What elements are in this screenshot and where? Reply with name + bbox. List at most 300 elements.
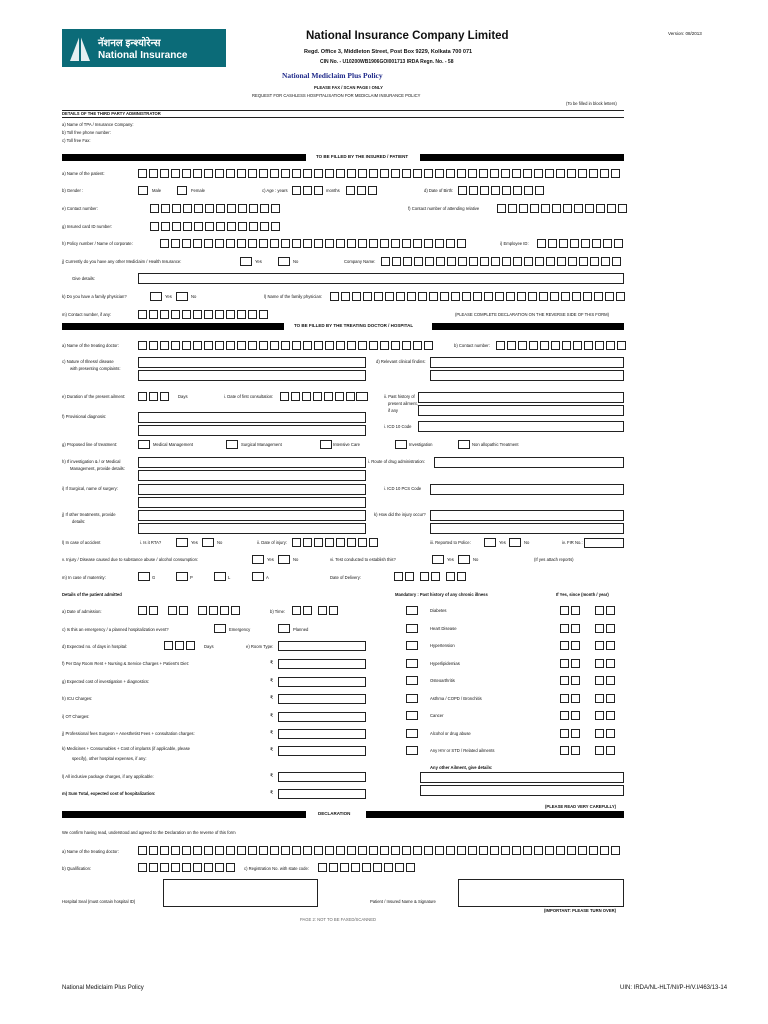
intensive-care-checkbox[interactable] bbox=[320, 440, 332, 449]
char-cell[interactable] bbox=[594, 292, 603, 301]
char-cell[interactable] bbox=[303, 606, 312, 615]
char-cell[interactable] bbox=[595, 746, 604, 755]
char-cell[interactable] bbox=[560, 746, 569, 755]
age-months-cells[interactable] bbox=[346, 186, 377, 195]
char-cell[interactable] bbox=[583, 292, 592, 301]
char-cell[interactable] bbox=[578, 169, 587, 178]
char-cell[interactable] bbox=[395, 863, 404, 872]
admission-date-cells[interactable] bbox=[168, 606, 188, 615]
char-cell[interactable] bbox=[172, 204, 181, 213]
char-cell[interactable] bbox=[160, 392, 169, 401]
char-cell[interactable] bbox=[396, 292, 405, 301]
char-cell[interactable] bbox=[292, 239, 301, 248]
char-cell[interactable] bbox=[220, 606, 229, 615]
char-cell[interactable] bbox=[541, 204, 550, 213]
icd10-field[interactable] bbox=[418, 421, 624, 432]
char-cell[interactable] bbox=[535, 186, 544, 195]
char-cell[interactable] bbox=[559, 239, 568, 248]
char-cell[interactable] bbox=[227, 222, 236, 231]
char-cell[interactable] bbox=[457, 169, 466, 178]
char-cell[interactable] bbox=[149, 310, 158, 319]
char-cell[interactable] bbox=[539, 292, 548, 301]
char-cell[interactable] bbox=[352, 292, 361, 301]
char-cell[interactable] bbox=[215, 341, 224, 350]
char-cell[interactable] bbox=[347, 538, 356, 547]
char-cell[interactable] bbox=[458, 186, 467, 195]
char-cell[interactable] bbox=[281, 239, 290, 248]
char-cell[interactable] bbox=[546, 257, 555, 266]
cost-field[interactable] bbox=[278, 712, 366, 722]
char-cell[interactable] bbox=[160, 863, 169, 872]
since-cells[interactable] bbox=[560, 729, 580, 738]
char-cell[interactable] bbox=[501, 846, 510, 855]
char-cell[interactable] bbox=[614, 239, 623, 248]
clinical-findings-2[interactable] bbox=[430, 370, 624, 381]
char-cell[interactable] bbox=[182, 239, 191, 248]
char-cell[interactable] bbox=[496, 341, 505, 350]
illness-checkbox[interactable] bbox=[406, 641, 418, 650]
char-cell[interactable] bbox=[436, 257, 445, 266]
char-cell[interactable] bbox=[425, 257, 434, 266]
char-cell[interactable] bbox=[381, 257, 390, 266]
hospital-seal-box[interactable] bbox=[163, 879, 318, 907]
char-cell[interactable] bbox=[347, 846, 356, 855]
employee-id-cells[interactable] bbox=[537, 239, 623, 248]
char-cell[interactable] bbox=[270, 239, 279, 248]
cost-field[interactable] bbox=[278, 677, 366, 687]
since-cells[interactable] bbox=[595, 606, 615, 615]
char-cell[interactable] bbox=[567, 169, 576, 178]
char-cell[interactable] bbox=[579, 257, 588, 266]
other-ailment-field-1[interactable] bbox=[420, 772, 624, 783]
char-cell[interactable] bbox=[574, 204, 583, 213]
char-cell[interactable] bbox=[606, 606, 615, 615]
room-type-field[interactable] bbox=[278, 641, 366, 651]
char-cell[interactable] bbox=[606, 659, 615, 668]
other-ailment-field-2[interactable] bbox=[420, 785, 624, 796]
char-cell[interactable] bbox=[231, 606, 240, 615]
char-cell[interactable] bbox=[216, 204, 225, 213]
maternity-l[interactable] bbox=[214, 572, 226, 581]
delivery-date-cells[interactable] bbox=[394, 572, 414, 581]
char-cell[interactable] bbox=[318, 863, 327, 872]
char-cell[interactable] bbox=[168, 606, 177, 615]
char-cell[interactable] bbox=[457, 572, 466, 581]
char-cell[interactable] bbox=[571, 659, 580, 668]
char-cell[interactable] bbox=[556, 846, 565, 855]
char-cell[interactable] bbox=[405, 572, 414, 581]
maternity-a[interactable] bbox=[252, 572, 264, 581]
char-cell[interactable] bbox=[161, 222, 170, 231]
past-history-field-2[interactable] bbox=[418, 405, 624, 416]
char-cell[interactable] bbox=[150, 204, 159, 213]
char-cell[interactable] bbox=[226, 846, 235, 855]
fir-field[interactable] bbox=[584, 538, 624, 548]
char-cell[interactable] bbox=[402, 341, 411, 350]
char-cell[interactable] bbox=[560, 624, 569, 633]
registration-cells[interactable] bbox=[318, 863, 415, 872]
char-cell[interactable] bbox=[540, 341, 549, 350]
char-cell[interactable] bbox=[271, 222, 280, 231]
char-cell[interactable] bbox=[530, 204, 539, 213]
char-cell[interactable] bbox=[595, 606, 604, 615]
char-cell[interactable] bbox=[420, 572, 429, 581]
char-cell[interactable] bbox=[606, 729, 615, 738]
char-cell[interactable] bbox=[249, 222, 258, 231]
char-cell[interactable] bbox=[171, 310, 180, 319]
char-cell[interactable] bbox=[226, 239, 235, 248]
emergency-checkbox[interactable] bbox=[214, 624, 226, 633]
char-cell[interactable] bbox=[523, 846, 532, 855]
family-physician-no[interactable] bbox=[176, 292, 188, 301]
char-cell[interactable] bbox=[259, 846, 268, 855]
char-cell[interactable] bbox=[215, 846, 224, 855]
decl-doctor-cells[interactable] bbox=[138, 846, 620, 855]
investigation-details-field-2[interactable] bbox=[138, 470, 366, 481]
char-cell[interactable] bbox=[573, 341, 582, 350]
char-cell[interactable] bbox=[468, 846, 477, 855]
char-cell[interactable] bbox=[513, 257, 522, 266]
char-cell[interactable] bbox=[314, 341, 323, 350]
other-treatments-field-1[interactable] bbox=[138, 510, 366, 521]
surgery-name-field-2[interactable] bbox=[138, 497, 366, 508]
char-cell[interactable] bbox=[216, 222, 225, 231]
illness-checkbox[interactable] bbox=[406, 659, 418, 668]
char-cell[interactable] bbox=[248, 239, 257, 248]
char-cell[interactable] bbox=[171, 239, 180, 248]
char-cell[interactable] bbox=[402, 239, 411, 248]
char-cell[interactable] bbox=[537, 239, 546, 248]
char-cell[interactable] bbox=[484, 292, 493, 301]
dob-cells[interactable] bbox=[458, 186, 544, 195]
char-cell[interactable] bbox=[391, 169, 400, 178]
illness-checkbox[interactable] bbox=[406, 746, 418, 755]
char-cell[interactable] bbox=[149, 606, 158, 615]
since-cells[interactable] bbox=[560, 711, 580, 720]
char-cell[interactable] bbox=[519, 204, 528, 213]
char-cell[interactable] bbox=[469, 186, 478, 195]
char-cell[interactable] bbox=[595, 676, 604, 685]
char-cell[interactable] bbox=[545, 169, 554, 178]
char-cell[interactable] bbox=[560, 641, 569, 650]
char-cell[interactable] bbox=[260, 222, 269, 231]
char-cell[interactable] bbox=[431, 572, 440, 581]
char-cell[interactable] bbox=[303, 186, 312, 195]
char-cell[interactable] bbox=[291, 392, 300, 401]
date-of-injury-cells[interactable] bbox=[292, 538, 378, 547]
char-cell[interactable] bbox=[325, 538, 334, 547]
char-cell[interactable] bbox=[303, 341, 312, 350]
char-cell[interactable] bbox=[248, 341, 257, 350]
char-cell[interactable] bbox=[391, 239, 400, 248]
char-cell[interactable] bbox=[595, 624, 604, 633]
signature-box[interactable] bbox=[458, 879, 624, 907]
char-cell[interactable] bbox=[325, 846, 334, 855]
char-cell[interactable] bbox=[590, 257, 599, 266]
char-cell[interactable] bbox=[501, 169, 510, 178]
char-cell[interactable] bbox=[413, 169, 422, 178]
duration-cells[interactable] bbox=[138, 392, 169, 401]
char-cell[interactable] bbox=[550, 292, 559, 301]
maternity-g[interactable] bbox=[138, 572, 150, 581]
char-cell[interactable] bbox=[318, 606, 327, 615]
char-cell[interactable] bbox=[215, 310, 224, 319]
char-cell[interactable] bbox=[347, 169, 356, 178]
char-cell[interactable] bbox=[581, 239, 590, 248]
char-cell[interactable] bbox=[325, 169, 334, 178]
char-cell[interactable] bbox=[325, 239, 334, 248]
illness-checkbox[interactable] bbox=[406, 624, 418, 633]
char-cell[interactable] bbox=[480, 186, 489, 195]
char-cell[interactable] bbox=[424, 239, 433, 248]
char-cell[interactable] bbox=[552, 204, 561, 213]
doctor-contact-cells[interactable] bbox=[496, 341, 626, 350]
rta-yes[interactable] bbox=[176, 538, 188, 547]
char-cell[interactable] bbox=[260, 204, 269, 213]
surgery-name-field-1[interactable] bbox=[138, 484, 366, 495]
char-cell[interactable] bbox=[479, 846, 488, 855]
char-cell[interactable] bbox=[341, 292, 350, 301]
surgical-mgmt-checkbox[interactable] bbox=[226, 440, 238, 449]
char-cell[interactable] bbox=[226, 310, 235, 319]
char-cell[interactable] bbox=[406, 863, 415, 872]
char-cell[interactable] bbox=[204, 310, 213, 319]
cost-field[interactable] bbox=[278, 789, 366, 799]
char-cell[interactable] bbox=[183, 204, 192, 213]
char-cell[interactable] bbox=[238, 204, 247, 213]
char-cell[interactable] bbox=[508, 204, 517, 213]
char-cell[interactable] bbox=[160, 310, 169, 319]
char-cell[interactable] bbox=[259, 310, 268, 319]
char-cell[interactable] bbox=[560, 711, 569, 720]
char-cell[interactable] bbox=[512, 846, 521, 855]
char-cell[interactable] bbox=[336, 341, 345, 350]
char-cell[interactable] bbox=[138, 846, 147, 855]
since-cells[interactable] bbox=[595, 676, 615, 685]
time-cells[interactable] bbox=[292, 606, 312, 615]
char-cell[interactable] bbox=[513, 186, 522, 195]
char-cell[interactable] bbox=[358, 846, 367, 855]
char-cell[interactable] bbox=[480, 257, 489, 266]
char-cell[interactable] bbox=[161, 204, 170, 213]
char-cell[interactable] bbox=[562, 341, 571, 350]
char-cell[interactable] bbox=[595, 711, 604, 720]
char-cell[interactable] bbox=[358, 538, 367, 547]
char-cell[interactable] bbox=[584, 341, 593, 350]
char-cell[interactable] bbox=[369, 846, 378, 855]
char-cell[interactable] bbox=[479, 169, 488, 178]
char-cell[interactable] bbox=[351, 863, 360, 872]
char-cell[interactable] bbox=[403, 257, 412, 266]
char-cell[interactable] bbox=[179, 606, 188, 615]
contact-if-any-cells[interactable] bbox=[138, 310, 268, 319]
char-cell[interactable] bbox=[171, 169, 180, 178]
char-cell[interactable] bbox=[391, 341, 400, 350]
char-cell[interactable] bbox=[560, 606, 569, 615]
char-cell[interactable] bbox=[138, 310, 147, 319]
char-cell[interactable] bbox=[571, 746, 580, 755]
char-cell[interactable] bbox=[571, 624, 580, 633]
since-cells[interactable] bbox=[560, 746, 580, 755]
char-cell[interactable] bbox=[571, 729, 580, 738]
qualification-cells[interactable] bbox=[138, 863, 235, 872]
char-cell[interactable] bbox=[325, 341, 334, 350]
char-cell[interactable] bbox=[384, 863, 393, 872]
char-cell[interactable] bbox=[182, 341, 191, 350]
give-details-field[interactable] bbox=[138, 273, 624, 284]
char-cell[interactable] bbox=[369, 169, 378, 178]
cost-field[interactable] bbox=[278, 746, 366, 756]
char-cell[interactable] bbox=[524, 257, 533, 266]
char-cell[interactable] bbox=[595, 641, 604, 650]
char-cell[interactable] bbox=[607, 204, 616, 213]
substance-yes[interactable] bbox=[252, 555, 264, 564]
char-cell[interactable] bbox=[392, 257, 401, 266]
char-cell[interactable] bbox=[215, 239, 224, 248]
char-cell[interactable] bbox=[560, 729, 569, 738]
char-cell[interactable] bbox=[330, 292, 339, 301]
relative-contact-cells[interactable] bbox=[497, 204, 627, 213]
char-cell[interactable] bbox=[314, 169, 323, 178]
char-cell[interactable] bbox=[606, 711, 615, 720]
char-cell[interactable] bbox=[606, 341, 615, 350]
char-cell[interactable] bbox=[571, 641, 580, 650]
char-cell[interactable] bbox=[303, 169, 312, 178]
char-cell[interactable] bbox=[314, 846, 323, 855]
cost-field[interactable] bbox=[278, 694, 366, 704]
char-cell[interactable] bbox=[572, 292, 581, 301]
char-cell[interactable] bbox=[589, 169, 598, 178]
char-cell[interactable] bbox=[204, 846, 213, 855]
char-cell[interactable] bbox=[292, 538, 301, 547]
char-cell[interactable] bbox=[497, 204, 506, 213]
char-cell[interactable] bbox=[595, 341, 604, 350]
char-cell[interactable] bbox=[402, 169, 411, 178]
char-cell[interactable] bbox=[314, 538, 323, 547]
char-cell[interactable] bbox=[435, 169, 444, 178]
char-cell[interactable] bbox=[281, 341, 290, 350]
char-cell[interactable] bbox=[249, 204, 258, 213]
char-cell[interactable] bbox=[149, 863, 158, 872]
char-cell[interactable] bbox=[535, 257, 544, 266]
since-cells[interactable] bbox=[595, 624, 615, 633]
char-cell[interactable] bbox=[270, 169, 279, 178]
char-cell[interactable] bbox=[595, 659, 604, 668]
char-cell[interactable] bbox=[183, 222, 192, 231]
char-cell[interactable] bbox=[336, 846, 345, 855]
char-cell[interactable] bbox=[363, 292, 372, 301]
illness-checkbox[interactable] bbox=[406, 606, 418, 615]
char-cell[interactable] bbox=[160, 239, 169, 248]
char-cell[interactable] bbox=[171, 863, 180, 872]
char-cell[interactable] bbox=[175, 641, 184, 650]
female-checkbox[interactable] bbox=[177, 186, 187, 195]
char-cell[interactable] bbox=[237, 341, 246, 350]
char-cell[interactable] bbox=[204, 169, 213, 178]
char-cell[interactable] bbox=[506, 292, 515, 301]
since-cells[interactable] bbox=[595, 746, 615, 755]
char-cell[interactable] bbox=[164, 641, 173, 650]
char-cell[interactable] bbox=[238, 222, 247, 231]
char-cell[interactable] bbox=[292, 186, 301, 195]
char-cell[interactable] bbox=[551, 341, 560, 350]
char-cell[interactable] bbox=[160, 846, 169, 855]
char-cell[interactable] bbox=[563, 204, 572, 213]
char-cell[interactable] bbox=[512, 169, 521, 178]
other-insurance-yes[interactable] bbox=[240, 257, 252, 266]
char-cell[interactable] bbox=[313, 392, 322, 401]
char-cell[interactable] bbox=[603, 239, 612, 248]
char-cell[interactable] bbox=[172, 222, 181, 231]
char-cell[interactable] bbox=[281, 169, 290, 178]
char-cell[interactable] bbox=[209, 606, 218, 615]
char-cell[interactable] bbox=[292, 169, 301, 178]
char-cell[interactable] bbox=[336, 169, 345, 178]
char-cell[interactable] bbox=[413, 846, 422, 855]
char-cell[interactable] bbox=[570, 239, 579, 248]
char-cell[interactable] bbox=[204, 341, 213, 350]
char-cell[interactable] bbox=[518, 341, 527, 350]
char-cell[interactable] bbox=[502, 186, 511, 195]
admission-date-cells[interactable] bbox=[198, 606, 240, 615]
char-cell[interactable] bbox=[237, 239, 246, 248]
delivery-date-cells[interactable] bbox=[446, 572, 466, 581]
char-cell[interactable] bbox=[596, 204, 605, 213]
since-cells[interactable] bbox=[560, 659, 580, 668]
char-cell[interactable] bbox=[193, 863, 202, 872]
char-cell[interactable] bbox=[303, 846, 312, 855]
char-cell[interactable] bbox=[557, 257, 566, 266]
char-cell[interactable] bbox=[447, 257, 456, 266]
char-cell[interactable] bbox=[606, 641, 615, 650]
since-cells[interactable] bbox=[560, 606, 580, 615]
char-cell[interactable] bbox=[369, 341, 378, 350]
since-cells[interactable] bbox=[595, 711, 615, 720]
char-cell[interactable] bbox=[571, 606, 580, 615]
char-cell[interactable] bbox=[193, 239, 202, 248]
char-cell[interactable] bbox=[149, 392, 158, 401]
char-cell[interactable] bbox=[259, 169, 268, 178]
char-cell[interactable] bbox=[507, 341, 516, 350]
char-cell[interactable] bbox=[534, 169, 543, 178]
cost-field[interactable] bbox=[278, 729, 366, 739]
char-cell[interactable] bbox=[281, 846, 290, 855]
char-cell[interactable] bbox=[205, 222, 214, 231]
char-cell[interactable] bbox=[446, 169, 455, 178]
route-field[interactable] bbox=[434, 457, 624, 468]
char-cell[interactable] bbox=[617, 341, 626, 350]
char-cell[interactable] bbox=[346, 392, 355, 401]
char-cell[interactable] bbox=[138, 863, 147, 872]
char-cell[interactable] bbox=[495, 292, 504, 301]
char-cell[interactable] bbox=[380, 169, 389, 178]
char-cell[interactable] bbox=[413, 239, 422, 248]
patient-name-cells[interactable] bbox=[138, 169, 620, 178]
male-checkbox[interactable] bbox=[138, 186, 148, 195]
non-allopathic-checkbox[interactable] bbox=[458, 440, 470, 449]
char-cell[interactable] bbox=[335, 392, 344, 401]
char-cell[interactable] bbox=[440, 292, 449, 301]
char-cell[interactable] bbox=[215, 863, 224, 872]
char-cell[interactable] bbox=[490, 169, 499, 178]
char-cell[interactable] bbox=[314, 239, 323, 248]
investigation-details-field-1[interactable] bbox=[138, 457, 366, 468]
char-cell[interactable] bbox=[204, 239, 213, 248]
char-cell[interactable] bbox=[606, 746, 615, 755]
char-cell[interactable] bbox=[237, 310, 246, 319]
doctor-name-cells[interactable] bbox=[138, 341, 433, 350]
char-cell[interactable] bbox=[358, 169, 367, 178]
